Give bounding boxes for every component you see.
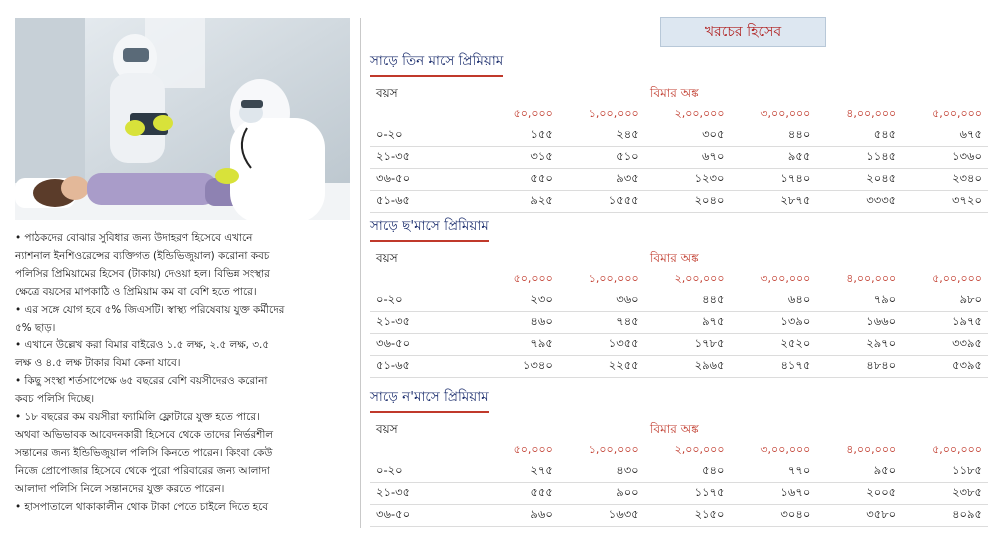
note-line: সন্তানের জন্য ইন্ডিভিজুয়াল পলিসি কিনতে পারেন। কিংবা কেউ (15, 446, 273, 459)
note-line: পলিসির প্রিমিয়ামের হিসেব (টাকায়) দেওয়া হল। বিভিন্ন সংস্থার (15, 267, 270, 280)
table-row (370, 169, 988, 191)
premium-cell: ১৩৪০ (522, 358, 553, 372)
amount-header: ৫,০০,০০০ (932, 272, 982, 285)
premium-cell: ২১৫০ (694, 507, 725, 521)
age-group: ৩৬-৫০ (376, 507, 411, 521)
amount-header: ৪,০০,০০০ (846, 272, 897, 285)
premium-table-3-5-months (370, 50, 988, 213)
premium-cell: ১১৪৫ (866, 149, 897, 163)
premium-table-6-5-months (370, 215, 988, 378)
premium-cell: ৫৪৫ (873, 127, 897, 141)
age-column-label: বয়স (376, 86, 398, 100)
note-line: • ১৮ বছরের কম বয়সীরা ফ্যামিলি ফ্লোটারে যুক্ত হতে পারে। (15, 411, 260, 424)
table-row (370, 483, 988, 505)
premium-cell: ১৭৪০ (780, 171, 811, 185)
premium-cell: ২৩৪০ (952, 171, 982, 185)
amount-header: ২,০০,০০০ (674, 272, 725, 285)
premium-cell: ১১৭৫ (694, 485, 725, 499)
premium-cell: ৪৩০ (616, 463, 639, 477)
note-line: লক্ষ ও ৪.৫ লক্ষ টাকার বিমা কেনা যাবে। (15, 357, 181, 370)
premium-cell: ১৩৬০ (952, 149, 982, 163)
table-row (370, 461, 988, 483)
premium-cell: ৫১০ (616, 149, 639, 163)
premium-cell: ৪৪০ (787, 127, 811, 141)
premium-cell: ৪৪৫ (702, 292, 725, 306)
premium-cell: ১৭৮৫ (694, 336, 725, 350)
table-title: সাড়ে ন'মাসে প্রিমিয়াম (370, 386, 489, 413)
premium-cell: ৩৭২০ (952, 193, 982, 207)
premium-cell: ৫৩৯৫ (952, 358, 982, 372)
amount-header: ৫,০০,০০০ (932, 443, 982, 456)
amount-header: ৫০,০০০ (513, 443, 553, 456)
premium-cell: ৩৬০ (616, 292, 639, 306)
premium-cell: ৬৭০ (702, 149, 725, 163)
amount-header: ১,০০,০০০ (588, 443, 639, 456)
amount-header: ৫০,০০০ (513, 272, 553, 285)
medical-photo (15, 18, 350, 220)
page-title: খরচের হিসেব (704, 24, 782, 40)
age-group: ০-২০ (376, 292, 403, 306)
premium-cell: ৭৯০ (873, 292, 897, 306)
amount-header: ৫,০০,০০০ (932, 107, 982, 120)
note-line: • কিছু সংস্থা শর্তসাপেক্ষে ৬৫ বছরের বেশি বয়সীদেরও করোনা (15, 375, 268, 388)
premium-cell: ২০০৫ (866, 485, 897, 499)
age-group: ০-২০ (376, 463, 403, 477)
premium-cell: ৪০৯৫ (952, 507, 982, 521)
premium-cell: ৪৮৪০ (866, 358, 897, 372)
amount-header: ২,০০,০০০ (674, 443, 725, 456)
premium-cell: ৬৪০ (787, 292, 811, 306)
premium-cell: ১৯৭৫ (952, 314, 982, 328)
premium-cell: ৩৫৮০ (866, 507, 897, 521)
premium-cell: ১১৮৫ (952, 463, 982, 477)
premium-cell: ৯৭৫ (702, 314, 725, 328)
premium-cell: ৯৫০ (873, 463, 897, 477)
premium-cell: ৯২৫ (530, 193, 553, 207)
amount-header: ৪,০০,০০০ (846, 107, 897, 120)
note-line: • পাঠকদের বোঝার সুবিধার জন্য উদাহরণ হিসেবে এখানে (15, 232, 253, 244)
premium-cell: ৭৯৫ (530, 336, 553, 350)
table-row (370, 125, 988, 147)
table-body (370, 461, 988, 527)
amount-header: ৩,০০,০০০ (760, 443, 811, 456)
note-line: আলাদা পলিসি নিলে সন্তানদের যুক্ত করতে পারেন। (15, 482, 225, 495)
premium-cell: ১৬৬০ (866, 314, 897, 328)
age-group: ৫১-৬৫ (376, 358, 411, 372)
sum-insured-label: বিমার অঙ্ক (650, 422, 699, 436)
premium-cell: ১৫৫৫ (608, 193, 639, 207)
premium-cell: ২৪৫ (616, 127, 639, 141)
notes-list (15, 230, 350, 517)
column-divider (360, 18, 361, 528)
premium-cell: ২৫২০ (780, 336, 811, 350)
premium-cell: ৯৬০ (530, 507, 553, 521)
premium-cell: ৬৭৫ (959, 127, 982, 141)
premium-cell: ৪৬০ (530, 314, 553, 328)
age-group: ৫১-৬৫ (376, 193, 411, 207)
premium-cell: ২৩০ (530, 292, 553, 306)
table-row (370, 312, 988, 334)
premium-cell: ৫৫০ (530, 171, 553, 185)
premium-cell: ১৩৫৫ (608, 336, 639, 350)
header-box (660, 17, 826, 47)
sum-insured-amounts (473, 441, 988, 461)
premium-cell: ৭৭০ (787, 463, 811, 477)
age-column-label: বয়স (376, 251, 398, 265)
table-body (370, 290, 988, 378)
table-row (370, 334, 988, 356)
premium-cell: ২২৫৫ (608, 358, 639, 372)
amount-header: ৩,০০,০০০ (760, 107, 811, 120)
age-group: ২১-৩৫ (376, 314, 411, 328)
note-line: ৫% ছাড়। (15, 321, 56, 334)
note-line: ন্যাশনাল ইনশিওরেন্সের ব্যক্তিগত (ইন্ডিভিজুয়াল) করোনা কবচ (15, 249, 270, 262)
premium-cell: ৯৮০ (959, 292, 982, 306)
sum-insured-label: বিমার অঙ্ক (650, 251, 699, 265)
note-line: নিজে প্রোপোজার হিসেবে থেকে পুরো পরিবারের জন্য আলাদা (15, 464, 270, 477)
age-group: ০-২০ (376, 127, 403, 141)
premium-cell: ৫৫৫ (530, 485, 553, 499)
age-column-label: বয়স (376, 422, 398, 436)
table-row (370, 147, 988, 169)
age-group: ৩৬-৫০ (376, 336, 411, 350)
sum-insured-amounts (473, 105, 988, 125)
premium-cell: ২০৪০ (694, 193, 725, 207)
premium-cell: ২৯৭০ (866, 336, 897, 350)
amount-header: ১,০০,০০০ (588, 107, 639, 120)
table-title: সাড়ে ছ'মাসে প্রিমিয়াম (370, 215, 489, 242)
premium-cell: ১৩৯০ (780, 314, 811, 328)
amount-header: ৫০,০০০ (513, 107, 553, 120)
table-header (370, 248, 988, 290)
note-line: • হাসপাতালে থাকাকালীন থোক টাকা পেতে চাইলে দিতে হবে (15, 500, 269, 513)
premium-cell: ১৬৭০ (780, 485, 811, 499)
premium-cell: ১৫৫ (530, 127, 553, 141)
premium-cell: ২৭৫ (530, 463, 553, 477)
sum-insured-amounts (473, 270, 988, 290)
table-row (370, 505, 988, 527)
premium-cell: ৩৩৯৫ (952, 336, 982, 350)
doctor-patient-illustration (15, 18, 350, 220)
premium-cell: ২৮৭৫ (780, 193, 811, 207)
premium-cell: ৯৩৫ (616, 171, 639, 185)
premium-cell: ৪১৭৫ (780, 358, 811, 372)
premium-cell: ১৬৩৫ (608, 507, 639, 521)
age-group: ২১-৩৫ (376, 485, 411, 499)
note-line: ক্ষেত্রে বয়সের মাপকাঠি ও প্রিমিয়াম কম বা বেশি হতে পারে। (15, 285, 257, 298)
premium-cell: ১২৩০ (694, 171, 725, 185)
note-line: অথবা অভিভাবক আবেদনকারী হিসেবে থেকে তাদের নির্ভরশীল (15, 428, 274, 441)
left-column (15, 18, 350, 517)
age-group: ২১-৩৫ (376, 149, 411, 163)
table-header (370, 83, 988, 125)
premium-cell: ৩৩৩৫ (866, 193, 897, 207)
premium-cell: ৯৫৫ (787, 149, 811, 163)
amount-header: ১,০০,০০০ (588, 272, 639, 285)
note-line: কবচ পলিসি দিচ্ছে। (15, 393, 95, 406)
premium-cell: ৩১৫ (530, 149, 553, 163)
table-row (370, 191, 988, 213)
premium-table-9-5-months (370, 386, 988, 527)
amount-header: ৪,০০,০০০ (846, 443, 897, 456)
table-body (370, 125, 988, 213)
amount-header: ৩,০০,০০০ (760, 272, 811, 285)
sum-insured-label: বিমার অঙ্ক (650, 86, 699, 100)
note-line: • এখানে উল্লেখ করা বিমার বাইরেও ১.৫ লক্ষ, ২.৫ লক্ষ, ৩.৫ (15, 339, 270, 352)
premium-cell: ২৯৬৫ (694, 358, 725, 372)
amount-header: ২,০০,০০০ (674, 107, 725, 120)
age-group: ৩৬-৫০ (376, 171, 411, 185)
premium-cell: ৭৪৫ (616, 314, 639, 328)
premium-cell: ২০৪৫ (866, 171, 897, 185)
premium-cell: ২৩৮৫ (952, 485, 982, 499)
note-line: • এর সঙ্গে যোগ হবে ৫% জিএসটি। স্বাস্থ্য পরিষেবায় যুক্ত কর্মীদের (15, 303, 285, 316)
premium-cell: ৫৪০ (702, 463, 725, 477)
table-header (370, 419, 988, 461)
table-row (370, 290, 988, 312)
premium-cell: ৩০৫ (702, 127, 725, 141)
premium-cell: ৯০০ (616, 485, 639, 499)
premium-cell: ৩০৪০ (780, 507, 811, 521)
table-title: সাড়ে তিন মাসে প্রিমিয়াম (370, 50, 503, 77)
table-row (370, 356, 988, 378)
